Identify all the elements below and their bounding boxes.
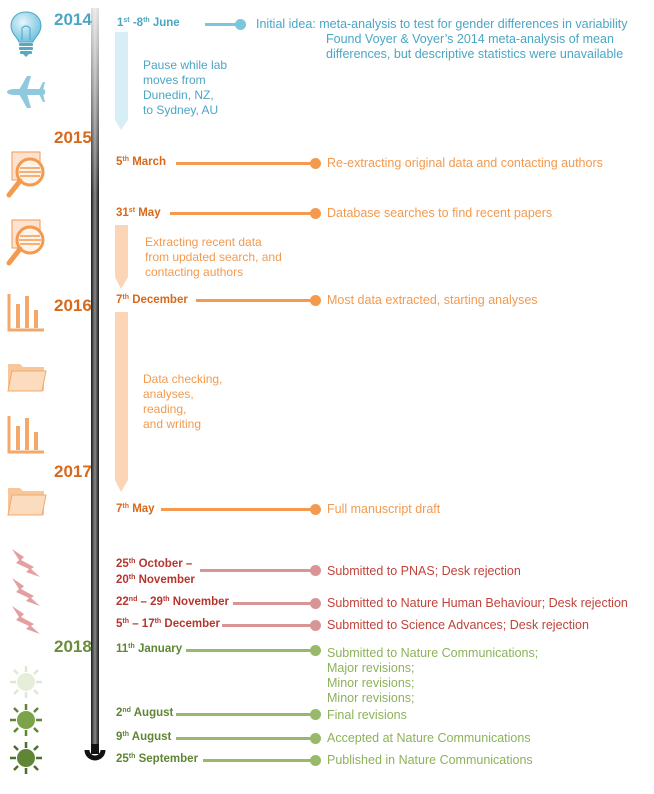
- event-date: 7th December: [116, 294, 188, 306]
- checking-band: [112, 312, 142, 494]
- event-dot: [310, 295, 321, 306]
- sun-pale-icon: [8, 664, 44, 700]
- event-connector: [176, 713, 314, 716]
- event-date: 11th January: [116, 643, 183, 655]
- event-dot: [310, 208, 321, 219]
- timeline-axis: [80, 8, 110, 788]
- event-date: 5th March: [116, 156, 167, 168]
- event-dot: [310, 709, 321, 720]
- event-date: 5th – 17th December: [116, 618, 221, 630]
- magnifier-document-icon: [6, 218, 50, 268]
- bar-chart-icon: [6, 292, 46, 334]
- event-date: 1st -8th June: [117, 17, 180, 29]
- event-date: 9th August: [116, 731, 172, 743]
- event-connector: [176, 162, 314, 165]
- lightning-icon: [10, 604, 42, 636]
- event-dot: [310, 504, 321, 515]
- bar-chart-icon: [6, 414, 46, 456]
- event-dot: [310, 733, 321, 744]
- event-connector: [161, 508, 314, 511]
- year-2016: 2016: [54, 296, 92, 315]
- event-dot: [310, 645, 321, 656]
- checking-band-text: Data checking, analyses, reading, and writing: [143, 372, 223, 431]
- event-dot: [310, 598, 321, 609]
- event-date: 22nd – 29th November: [116, 596, 229, 608]
- event-description: Database searches to find recent papers: [327, 206, 553, 220]
- event-connector: [170, 212, 314, 215]
- event-dot: [310, 158, 321, 169]
- event-date: 31st May: [116, 207, 161, 219]
- sun-icon: [8, 702, 44, 738]
- event-date: 2nd August: [116, 707, 174, 719]
- lightning-icon: [10, 547, 42, 579]
- event-description: Submitted to PNAS; Desk rejection: [327, 564, 521, 578]
- folder-icon: [6, 482, 48, 518]
- event-description: Final revisions: [327, 708, 407, 722]
- event-dot: [310, 565, 321, 576]
- event-description: Most data extracted, starting analyses: [327, 293, 538, 307]
- event-connector: [186, 649, 314, 652]
- event-dot: [310, 755, 321, 766]
- event-description: Full manuscript draft: [327, 502, 441, 516]
- extracting-band: [112, 225, 142, 291]
- sun-icon: [8, 740, 44, 776]
- event-date: 7th May: [116, 503, 155, 515]
- year-2017: 2017: [54, 462, 92, 481]
- magnifier-document-icon: [6, 150, 50, 200]
- extracting-band-text: Extracting recent data from updated search, and contacting authors: [145, 235, 282, 279]
- event-date: 25th October – 20th November: [116, 558, 195, 586]
- event-date: 25th September: [116, 753, 199, 765]
- event-connector: [222, 624, 314, 627]
- folder-icon: [6, 358, 48, 394]
- year-2014: 2014: [54, 10, 92, 29]
- event-description: Submitted to Nature Human Behaviour; Desk rejection: [327, 596, 628, 610]
- event-connector: [203, 759, 314, 762]
- airplane-icon: [5, 74, 47, 110]
- pause-band-text: Pause while lab moves from Dunedin, NZ, to Sydney, AU: [143, 58, 228, 117]
- event-description: Published in Nature Communications: [327, 753, 533, 767]
- event-description: Submitted to Science Advances; Desk rejection: [327, 618, 589, 632]
- event-connector: [233, 602, 314, 605]
- event-connector: [196, 299, 314, 302]
- lightbulb-icon: [8, 10, 44, 58]
- event-connector: [176, 737, 314, 740]
- pause-band: [112, 32, 142, 132]
- event-description: Initial idea: meta-analysis to test for gender differences in variability Found Voyer & Voyer’s 2014 meta-analysis of mean differences, but descriptive statistics were unavailable: [256, 17, 628, 61]
- event-description: Submitted to Nature Communications; Major revisions; Minor revisions; Minor revisions;: [327, 646, 539, 705]
- event-description: Re-extracting original data and contacting authors: [327, 156, 603, 170]
- event-description: Accepted at Nature Communications: [327, 731, 531, 745]
- year-2018: 2018: [54, 637, 92, 656]
- year-2015: 2015: [54, 128, 92, 147]
- event-dot: [235, 19, 246, 30]
- event-connector: [200, 569, 314, 572]
- event-dot: [310, 620, 321, 631]
